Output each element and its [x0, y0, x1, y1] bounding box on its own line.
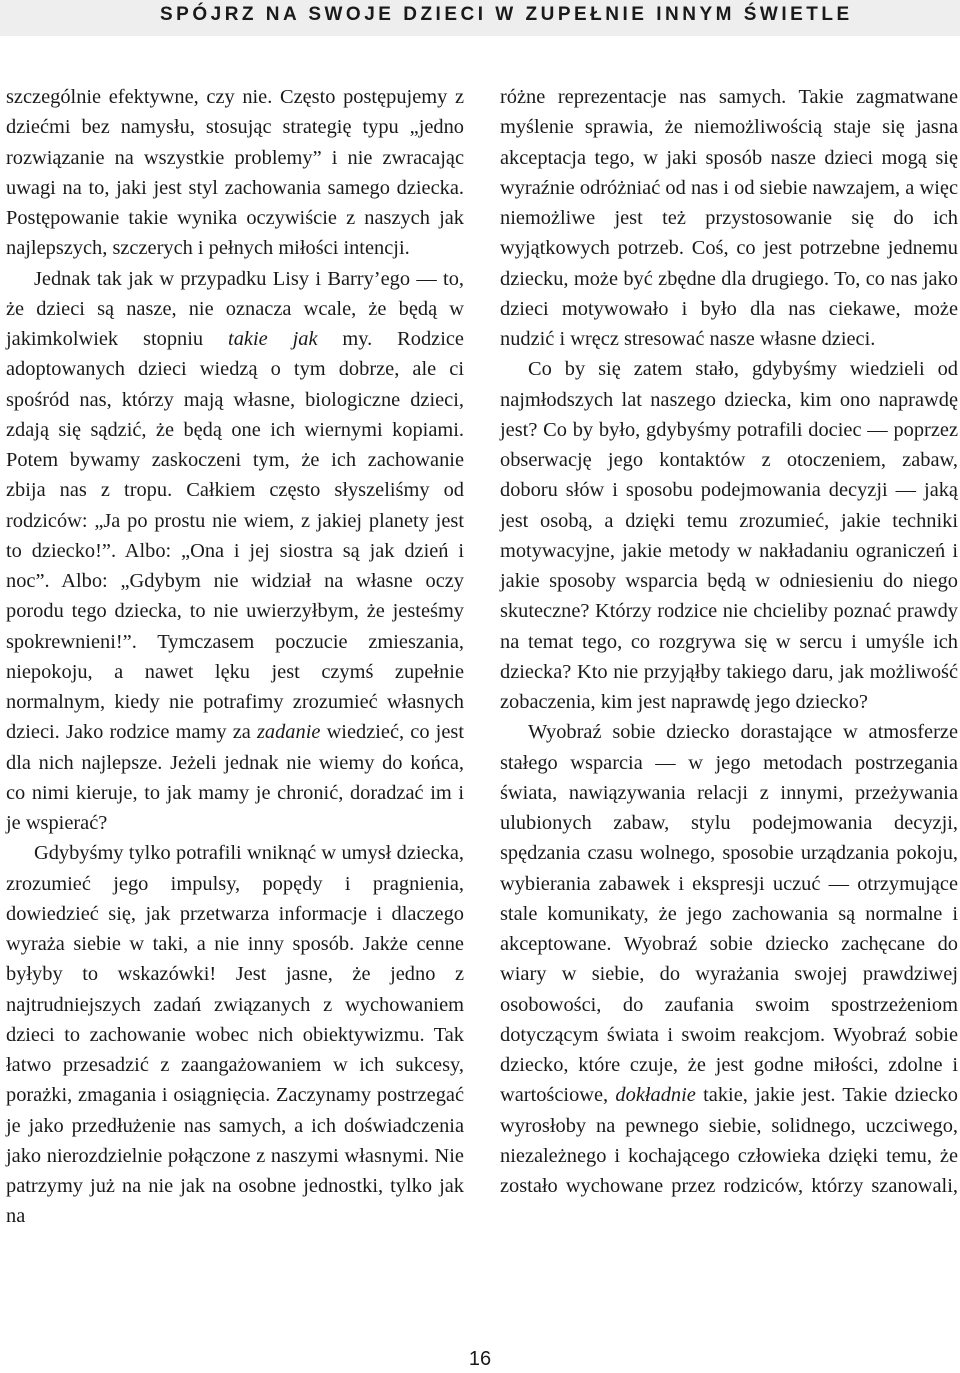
left-text-column: [6, 82, 464, 1232]
left-paragraph-3: Gdybyśmy tylko potrafili wniknąć w umysł dziecka, zrozumieć jego impulsy, popędy i pragnienia, dowiedzieć się, jak przetwarza informacje i dlaczego wyraża siebie w taki, a nie inny sposób. Jakże cenne byłyby to wskazówki! Jest jasne, że jedno z najtrudniejszych zadań związanych z wychowaniem dzieci to zachowanie wobec nich obiektywizmu. Tak łatwo przesadzić z zaangażowaniem w ich sukcesy, porażki, zmagania i osiągnięcia. Zaczynamy postrzegać je jako przedłużenie nas samych, a ich doświadczenia jako nierozdzielnie połączone z naszymi własnymi. Nie patrzymy już na nie jak na osobne jednostki, tylko jak na: [6, 842, 464, 1228]
right-paragraph-2: Co by się zatem stało, gdybyśmy wiedzieli od najmłodszych lat naszego dziecka, kim ono naprawdę jest? Co by było, gdybyśmy potrafili dociec — poprzez obserwację jego kontaktów z otoczeniem, zabaw, doboru słów i sposobu podejmowania decyzji — jaką jest osobą, a dzięki temu zrozumieć, jakie techniki motywacyjne, jakie metody w nakładaniu ograniczeń i jakie sposoby wsparcia będą w odniesieniu do niego skuteczne? Którzy rodzice nie chcieliby poznać prawdy na temat tego, co rozgrywa się w sercu i umyśle ich dziecka? Kto nie przyjąłby takiego daru, jak możliwość zobaczenia, kim jest naprawdę jego dziecko?: [500, 358, 958, 713]
page-number: 16: [468, 1348, 492, 1370]
right-paragraph-3-emphasis: dokładnie: [615, 1084, 696, 1107]
left-paragraph-2-emphasis-1: takie jak: [228, 328, 318, 350]
right-paragraph-1: różne reprezentacje nas samych. Takie zagmatwane myślenie sprawia, że niemożliwością staje się jasna akceptacja tego, w jaki sposób nasze dzieci mogą się wyraźnie odróżniać od nas i od siebie nawzajem, a więc niemożliwe jest też przystosowanie się do ich wyjątkowych potrzeb. Coś, co jest potrzebne jednemu dziecku, może być zbędne dla drugiego. To, co nas jako dzieci motywowało i było dla nas ciekawe, może nudzić i wręcz stresować nasze własne dzieci.: [500, 86, 958, 350]
right-paragraph-3: [500, 717, 958, 1201]
right-paragraph-3-text-b: takie, jakie jest. Takie dziecko wyrosłoby na pewnego siebie, solidnego, uczciwego, niezależnego i kochającego człowieka dzięki temu, że zostało wychowane przez rodziców, którzy szanowali,: [500, 1084, 958, 1197]
right-text-column: [500, 82, 958, 1201]
right-paragraph-3-text-a: Wyobraź sobie dziecko dorastające w atmosferze stałego wsparcia — w jego metodach postrzegania świata, nawiązywania relacji z innymi, przeżywania ulubionych zabaw, stylu podejmowania decyzji, spędzania czasu wolnego, sposobie urządzania pokoju, wybierania zabawek i ekspresji uczuć — otrzymujące stale komunikaty, że jego zachowania są normalne i akceptowane. Wyobraź sobie dziecko zachęcane do wiary w siebie, do wyrażania swojej prawdziwej osobowości, do zaufania swoim spostrzeżeniom dotyczącym świata i swoim reakcjom. Wyobraź sobie dziecko, które czuje, że jest godne miłości, zdolne i wartościowe,: [500, 721, 958, 1107]
left-paragraph-2-text-a: Jednak tak jak w przypadku Lisy i Barry’ego — to, że dzieci są nasze, nie oznacza wcale, że będą w jakimkolwiek stopniu: [6, 267, 464, 350]
left-paragraph-2-text-c: wiedzieć, co jest dla nich najlepsze. Jeżeli jednak nie wiemy do końca, co nimi kieruje, to jak mamy je chronić, doradzać im i je wspierać?: [6, 721, 464, 834]
running-header: [0, 0, 960, 36]
left-paragraph-1: szczególnie efektywne, czy nie. Często postępujemy z dziećmi bez namysłu, stosując strategię typu „jedno rozwiązanie na wszystkie problemy” i nie zwracając uwagi na to, jaki jest styl zachowania samego dziecka. Postępowanie takie wynika oczywiście z naszych jak najlepszych, szczerych i pełnych miłości intencji.: [6, 86, 464, 260]
left-paragraph-2: [6, 264, 464, 839]
left-paragraph-2-emphasis-2: zadanie: [256, 721, 321, 744]
running-header-title: SPÓJRZ NA SWOJE DZIECI W ZUPEŁNIE INNYM ŚWIETLE: [160, 4, 853, 25]
left-paragraph-2-text-b: my. Rodzice adoptowanych dzieci wiedzą o tym dobrze, ale ci spośród nas, którzy mają własne, biologiczne dzieci, zdają się sądzić, że będą one ich wiernymi kopiami. Potem bywamy zaskoczeni tym, że ich zachowanie zbija nas z tropu. Całkiem często słyszeliśmy od rodziców: „Ja po prostu nie wiem, z jakiej planety jest to dziecko!”. Albo: „Ona i jej siostra są jak dzień i noc”. Albo: „Gdybym nie widział na własne oczy porodu tego dziecka, to nie uwierzyłbym, że jesteśmy spokrewnieni!”. Tymczasem poczucie zmieszania, niepokoju, a nawet lęku jest czymś zupełnie normalnym, kiedy nie potrafimy zrozumieć własnych dzieci. Jako rodzice mamy za: [6, 328, 464, 744]
